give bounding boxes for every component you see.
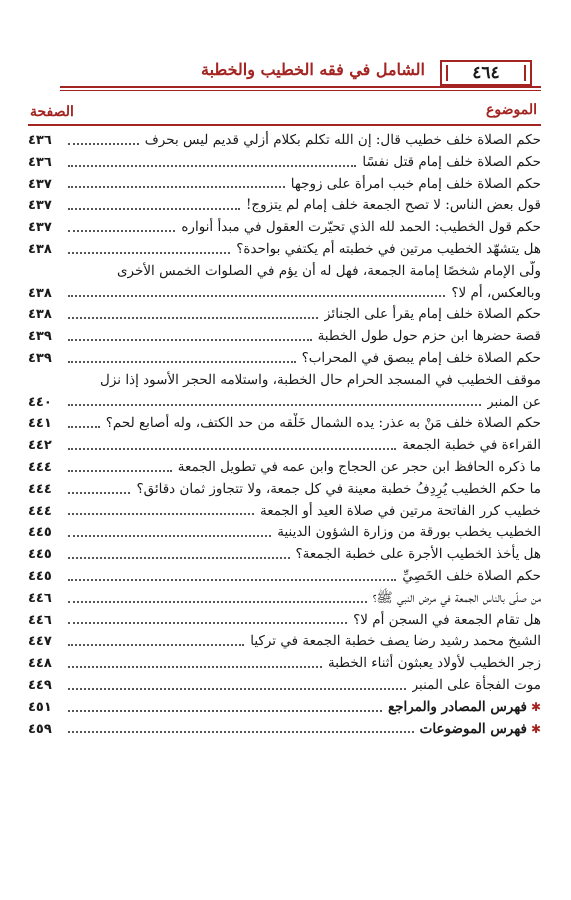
toc-entry-title: ما ذكره الحافظ ابن حجر عن الحجاج وابن عمه في تطويل الجمعة [177,458,541,475]
topic-column-header: الموضوع [486,102,537,118]
toc-entry-page: ٤٤٤ [28,459,52,475]
toc-entry [28,435,541,457]
book-title: الشامل في فقه الخطيب والخطبة [201,60,425,79]
toc-entry-title-continued: وبالعكس، أم لا؟ [451,284,541,301]
toc-entry [28,261,541,305]
toc-entry [28,413,541,435]
toc-entry-page: ٤٤٤ [28,503,52,519]
toc-entry-title: زجر الخطيب لأولاد يعبثون أثناء الخطبة [328,655,541,672]
toc-entry-page: ٤٥٩ [28,721,52,737]
leader-dots [68,404,481,406]
toc-entry [28,457,541,479]
toc-entry-page: ٤٣٦ [28,154,52,170]
toc-entry-title: حكم الصلاة خلف إمام خبب امرأة على زوجها [290,175,541,192]
toc-entry [28,697,541,719]
leader-dots [68,426,100,428]
toc-entry [28,217,541,239]
leader-dots [68,186,285,188]
toc-entry-title: موقف الخطيب في المسجد الحرام حال الخطبة، واستلامه الحجر الأسود إذا نزل [100,371,541,388]
toc-entry [28,588,541,610]
toc-entry-page: ٤٣٨ [28,307,52,323]
toc-entry [28,522,541,544]
toc-entry-title: هل يأخذ الخطيب الأجرة على خطبة الجمعة؟ [295,546,541,563]
toc-entry-page: ٤٤٠ [28,394,52,410]
toc-entry-title: حكم الصلاة خلف إمام يبصق في المحراب؟ [301,349,541,366]
toc-entry-page: ٤٤٥ [28,525,52,541]
leader-dots [68,230,175,232]
header-rule [60,86,541,88]
toc-entry-title: من صلّى بالناس الجمعة في مرض النبي ﷺ؟ [372,589,541,606]
leader-dots [68,579,396,581]
bullet-star-icon: ✱ [530,721,541,736]
toc-entry-title: خطيب كرر الفاتحة مرتين في صلاة العيد أو الجمعة [259,502,541,519]
toc-entry-page: ٤٤٢ [28,438,52,454]
toc-entry-page: ٤٣٨ [28,285,52,301]
leader-dots [68,535,271,537]
toc-entry [28,239,541,261]
toc-entry-page: ٤٣٦ [28,133,52,148]
leader-dots [68,448,396,450]
leader-dots [68,295,445,297]
toc-entry-title: هل تقام الجمعة في السجن أم لا؟ [353,611,541,628]
toc-entry-title: حكم قول الخطيب: الحمد لله الذي تحيّرت العقول في مبدأ أنواره [181,219,541,236]
toc-entry-page: ٤٣٧ [28,176,52,192]
header-rule-thin [60,90,541,91]
toc-entry-page: ٤٥١ [28,699,52,715]
toc-entry-title-continued: عن المنبر [487,393,541,410]
leader-dots [68,165,356,167]
toc-entry-title: موت الفجأة على المنبر [411,676,541,693]
toc-entry-title: ما حكم الخطيب يُرِدِفُ خطبة معينة في كل جمعة، ولا تتجاوز ثمان دقائق؟ [136,480,541,497]
toc-entry-title: الخطيب يخطب بورقة من وزارة الشؤون الدينية [277,524,541,541]
toc-entry-page: ٤٤١ [28,416,52,432]
toc-entry [28,152,541,174]
toc-entry [28,130,541,152]
leader-dots [68,688,406,690]
table-of-contents [28,130,541,740]
toc-entry-page: ٤٣٩ [28,350,52,366]
leader-dots [68,317,318,319]
toc-entry [28,195,541,217]
toc-entry [28,675,541,697]
leader-dots [68,361,296,363]
toc-entry-page: ٤٤٨ [28,656,52,672]
leader-dots [68,470,172,472]
column-headers [28,102,541,126]
toc-entry-title: القراءة في خطبة الجمعة [402,437,541,454]
leader-dots [68,492,130,494]
toc-entry-page: ٤٤٤ [28,481,52,497]
page-number: ٤٦٤ [440,60,532,86]
leader-dots [68,710,382,712]
leader-dots [68,601,367,603]
toc-entry [28,174,541,196]
toc-entry-title: حكم الصلاة خلف الخَصِيِّ [402,567,541,584]
toc-entry [28,544,541,566]
toc-entry-title: قصة حضرها ابن حزم حول طول الخطبة [317,328,541,345]
leader-dots [68,513,254,515]
toc-entry-title: حكم الصلاة خلف إمام قتل نفسًا [362,153,541,170]
toc-entry-page: ٤٤٦ [28,590,52,606]
toc-entry-title: فهرس الموضوعات [419,720,527,737]
toc-entry [28,348,541,370]
page-header [60,56,541,90]
toc-entry [28,479,541,501]
leader-dots [68,644,244,646]
page-column-header: الصفحة [30,104,74,120]
toc-entry-page: ٤٣٨ [28,241,52,257]
leader-dots [68,622,347,624]
toc-entry-page: ٤٤٧ [28,634,52,650]
bullet-star-icon: ✱ [530,699,541,714]
leader-dots [68,208,240,210]
toc-entry-title: حكم الصلاة خلف مَنْ به عذر: يده الشمال خَلْقه من حد الكتف، وله أصابع لحم؟ [105,415,541,432]
toc-entry-page: ٤٤٦ [28,612,52,628]
toc-entry-title: حكم الصلاة خلف خطيب قال: إن الله تكلم بكلام أزلي قديم ليس بحرف [144,132,541,148]
toc-entry-title: هل يتشهّد الخطيب مرتين في خطبته أم يكتفي بواحدة؟ [236,240,541,257]
toc-entry-title: فهرس المصادر والمراجع [387,698,527,715]
toc-entry [28,304,541,326]
toc-entry [28,610,541,632]
toc-entry-title: قول بعض الناس: لا تصح الجمعة خلف إمام لم يتزوج! [245,197,541,214]
leader-dots [68,557,290,559]
toc-entry-title: الشيخ محمد رشيد رضا يصف خطبة الجمعة في تركيا [250,633,541,650]
toc-entry [28,370,541,414]
toc-entry-title: ولّى الإمام شخصًا إمامة الجمعة، فهل له أن يؤم في الصلوات الخمس الأخرى [116,262,541,279]
leader-dots [68,143,139,145]
toc-entry [28,631,541,653]
toc-entry [28,566,541,588]
leader-dots [68,666,322,668]
toc-entry-page: ٤٣٧ [28,220,52,236]
toc-entry [28,719,541,741]
leader-dots [68,252,230,254]
toc-entry [28,326,541,348]
toc-entry-page: ٤٤٥ [28,547,52,563]
toc-entry [28,653,541,675]
toc-entry-page: ٤٤٥ [28,568,52,584]
toc-entry-page: ٤٤٩ [28,677,52,693]
toc-entry-title: حكم الصلاة خلف إمام يقرأ على الجنائز [323,306,541,323]
leader-dots [68,339,312,341]
toc-entry [28,501,541,523]
leader-dots [68,731,414,733]
toc-entry-page: ٤٣٧ [28,198,52,214]
toc-entry-page: ٤٣٩ [28,329,52,345]
